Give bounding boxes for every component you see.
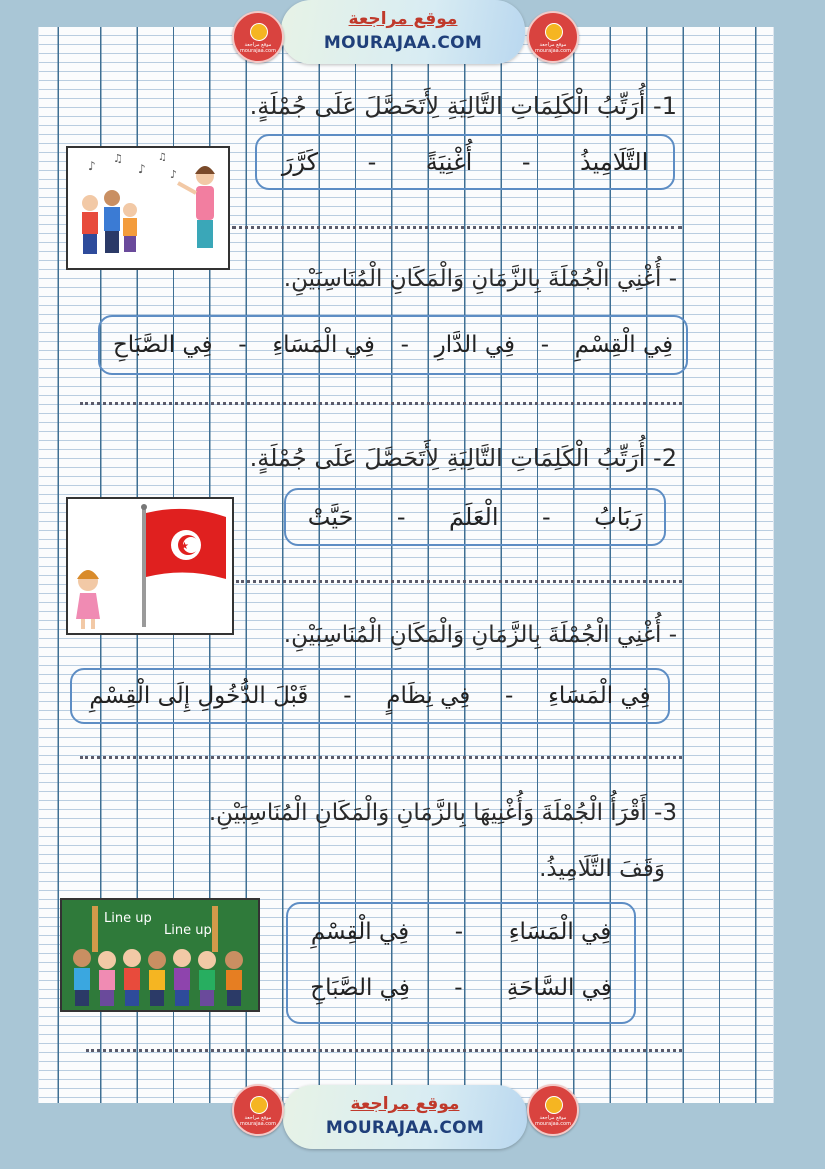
word-box-2	[284, 488, 666, 546]
logo-badge-icon: موقع مراجعة mourajaa.com	[527, 1084, 579, 1136]
separator: -	[454, 975, 463, 1001]
option: فِي نِظَامٍ	[386, 683, 471, 709]
teacher-and-pupils-illustration	[66, 146, 230, 270]
answer-line	[236, 580, 682, 583]
logo-badge-icon: موقع مراجعة mourajaa.com	[527, 11, 579, 63]
options-box-3	[286, 902, 636, 1024]
option: فِي الْقِسْمِ	[574, 332, 674, 358]
svg-text:♫: ♫	[158, 152, 167, 163]
answer-line	[232, 226, 682, 229]
site-banner-top[interactable]	[281, 0, 525, 64]
svg-text:♫: ♫	[113, 152, 123, 165]
girl-and-tunisian-flag-illustration	[66, 497, 234, 635]
answer-line	[80, 402, 682, 405]
options-box-1	[98, 315, 688, 375]
separator: -	[521, 148, 531, 176]
option: فِي الْمَسَاءِ	[548, 683, 651, 709]
option: فِي الصَّبَاحِ	[310, 975, 410, 1001]
separator: -	[505, 683, 514, 709]
word-box-1	[255, 134, 675, 190]
option: فِي الْمَسَاءِ	[508, 919, 612, 945]
answer-line	[80, 756, 682, 759]
exercise-3-sentence: وَقَفَ التَّلَامِيذُ.	[539, 856, 665, 882]
separator: -	[238, 332, 247, 358]
separator: -	[400, 332, 409, 358]
separator: -	[343, 683, 352, 709]
svg-text:♪: ♪	[170, 168, 178, 181]
option: فِي الْقِسْمِ	[310, 919, 410, 945]
option: فِي الْمَسَاءِ	[272, 332, 375, 358]
separator: -	[454, 919, 464, 945]
site-name-arabic: موقع مراجعة	[348, 9, 458, 29]
exercise-2-instruction: 2- أُرَتِّبُ الْكَلِمَاتِ التَّالِيَةِ لِأَتَحَصَّلَ عَلَى جُمْلَةٍ.	[249, 444, 677, 472]
svg-text:★: ★	[180, 541, 189, 552]
exercise-1-instruction: 1- أُرَتِّبُ الْكَلِمَاتِ التَّالِيَةِ لِأَتَحَصَّلَ عَلَى جُمْلَةٍ.	[249, 92, 677, 120]
separator: -	[541, 503, 551, 531]
svg-text:♪: ♪	[138, 162, 146, 176]
options-box-2	[70, 668, 670, 724]
exercise-3-instruction: 3- أَقْرَأُ الْجُمْلَةَ وَأُغْنِيهَا بِالزَّمَانِ وَالْمَكَانِ الْمُنَاسِبَيْنِ.	[208, 800, 677, 826]
site-name-latin: MOURAJAA.COM	[325, 1118, 485, 1138]
word: حَيَّتْ	[307, 503, 354, 531]
separator: -	[367, 148, 377, 176]
separator: -	[396, 503, 406, 531]
word: كَرَّرَ	[281, 148, 319, 176]
separator: -	[540, 332, 550, 358]
answer-line	[86, 1049, 682, 1052]
site-name-arabic: موقع مراجعة	[350, 1094, 460, 1114]
site-name-latin: MOURAJAA.COM	[323, 33, 483, 53]
word: التَّلَامِيذُ	[580, 148, 649, 176]
site-banner-bottom[interactable]	[283, 1085, 527, 1149]
option: فِي الصَّبَاحِ	[112, 332, 213, 358]
option: قَبْلَ الدُّخُولِ إِلَى الْقِسْمِ	[89, 683, 309, 709]
word: أُغْنِيَةً	[425, 148, 473, 176]
exercise-1-enrich-instruction: - أُغْنِي الْجُمْلَةَ بِالزَّمَانِ وَالْمَكَانِ الْمُنَاسِبَيْنِ.	[283, 266, 677, 292]
logo-badge-icon: موقع مراجعة mourajaa.com	[232, 11, 284, 63]
option: فِي الدَّارِ	[434, 332, 516, 358]
word: الْعَلَمَ	[449, 503, 499, 531]
logo-badge-icon: موقع مراجعة mourajaa.com	[232, 1084, 284, 1136]
kids-line-up-illustration	[60, 898, 260, 1012]
sign-text: Line up	[164, 923, 212, 938]
svg-text:♪: ♪	[88, 159, 96, 173]
sign-text: Line up	[104, 911, 152, 926]
exercise-2-enrich-instruction: - أُغْنِي الْجُمْلَةَ بِالزَّمَانِ وَالْمَكَانِ الْمُنَاسِبَيْنِ.	[283, 622, 677, 648]
option: فِي السَّاحَةِ	[506, 975, 612, 1001]
word: رَبَابُ	[594, 503, 643, 531]
